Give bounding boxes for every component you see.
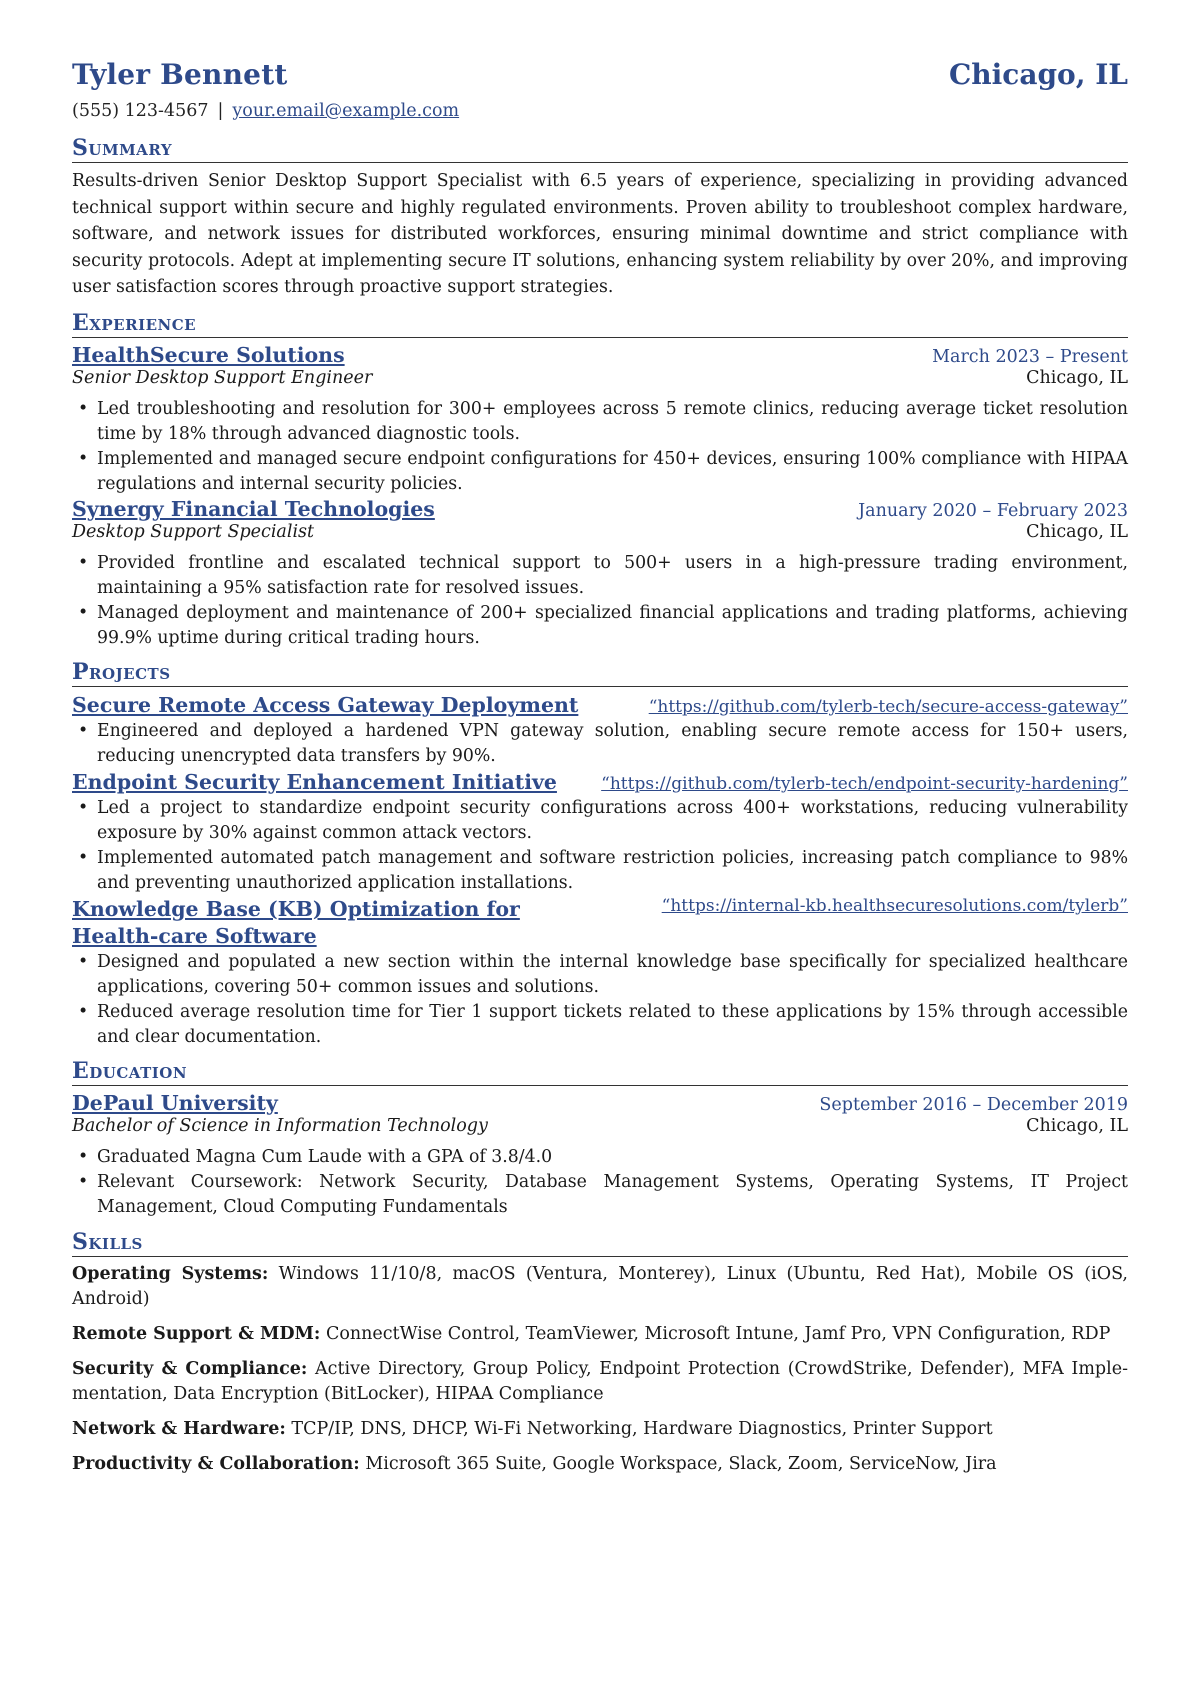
skill-label: Security & Compliance: (72, 1358, 308, 1379)
skill-row (72, 1322, 1128, 1347)
experience-entry (72, 343, 1128, 497)
resume-page (72, 58, 1128, 1477)
bullet-item: • Reduced average resolution time for Tier 1 support tickets related to these applications by 15% through accessible and clear documentation. (72, 1000, 1128, 1050)
employment-dates: March 2023 – Present (932, 346, 1128, 367)
resume-header (72, 58, 1128, 91)
project-entry (72, 896, 1128, 1050)
bullet-item: • Engineered and deployed a hardened VPN gateway solution, enabling secure remote access for 150+ users, reducing unencrypted data transfers by 90%. (72, 719, 1128, 769)
skill-row (72, 1262, 1128, 1312)
skill-row (72, 1357, 1128, 1407)
candidate-location: Chicago, IL (948, 58, 1128, 91)
bullet-item: • Graduated Magna Cum Laude with a GPA of 3.8/4.0 (72, 1145, 1128, 1170)
project-entry (72, 692, 1128, 769)
skill-value: ConnectWise Control, TeamViewer, Microsoft Intune, Jamf Pro, VPN Configuration, RDP (325, 1323, 1111, 1344)
summary-text: Results-driven Senior Desktop Support Specialist with 6.5 years of experience, specializing in providing advanced technical support within secure and highly regulated environments. Proven ability to troubleshoot complex hardware, software, and network issues for distributed workforces, ensuring minimal downtime and strict compliance with security protocols. Adept at implementing secure IT solutions, enhancing system reliability by over 20%, and improving user satisfaction scores through proactive support strategies. (72, 171, 1128, 298)
job-location: Chicago, IL (1026, 521, 1128, 542)
summary-heading: Summary (72, 135, 1128, 163)
skill-label: Network & Hardware: (72, 1418, 286, 1439)
school-location: Chicago, IL (1026, 1115, 1128, 1136)
skill-row (72, 1417, 1128, 1442)
bullet-list (72, 1145, 1128, 1220)
candidate-name: Tyler Bennett (72, 58, 288, 91)
bullet-item: • Relevant Coursework: Network Security, Database Management Systems, Operating Systems, IT Project Management, Cloud Computing Fundamentals (72, 1170, 1128, 1220)
bullet-item: • Managed deployment and maintenance of 200+ specialized financial applications and trading platforms, achieving 99.9% uptime during critical trading hours. (72, 601, 1128, 651)
bullet-list (72, 950, 1128, 1050)
bullet-item: • Implemented and managed secure endpoint configurations for 450+ devices, ensuring 100% compliance with HIPAA regulations and internal security policies. (72, 447, 1128, 497)
employer-link[interactable]: HealthSecure Solutions (72, 342, 345, 367)
skill-value: Active Directory, Group Policy, Endpoint Protection (CrowdStrike, Defender), MFA Imple-mentation, Data Encryption (BitLocker), HIPAA Compliance (72, 1358, 1129, 1404)
skills-heading: Skills (72, 1229, 1128, 1257)
project-title[interactable]: Secure Remote Access Gateway Deployment (72, 692, 579, 717)
bullet-list (72, 719, 1128, 769)
project-url-link[interactable]: “https://internal-kb.healthsecuresolutions.com/tylerb” (661, 895, 1128, 916)
project-title[interactable]: Knowledge Base (KB) Optimization for Health-care Software (72, 896, 520, 948)
project-url-link[interactable]: “https://github.com/tylerb-tech/endpoint-security-hardening” (601, 773, 1128, 794)
school-link[interactable]: DePaul University (72, 1090, 278, 1115)
skill-label: Remote Support & MDM: (72, 1323, 321, 1344)
bullet-list (72, 796, 1128, 896)
project-url-link[interactable]: “https://github.com/tylerb-tech/secure-access-gateway” (648, 696, 1128, 717)
skill-value: TCP/IP, DNS, DHCP, Wi-Fi Networking, Hardware Diagnostics, Printer Support (291, 1418, 993, 1439)
project-entry (72, 769, 1128, 896)
bullet-item: • Designed and populated a new section within the internal knowledge base specifically for specialized healthcare applications, covering 50+ common issues and solutions. (72, 950, 1128, 1000)
skill-value: Microsoft 365 Suite, Google Workspace, Slack, Zoom, ServiceNow, Jira (365, 1453, 997, 1474)
degree-title: Bachelor of Science in Information Technology (72, 1115, 488, 1136)
education-heading: Education (72, 1058, 1128, 1086)
bullet-list (72, 551, 1128, 651)
job-location: Chicago, IL (1026, 367, 1128, 388)
email-link[interactable]: your.email@example.com (232, 101, 460, 121)
skill-label: Productivity & Collaboration: (72, 1453, 360, 1474)
bullet-item: • Provided frontline and escalated technical support to 500+ users in a high-pressure trading environment, maintaining a 95% satisfaction rate for resolved issues. (72, 551, 1128, 601)
bullet-item: • Implemented automated patch management and software restriction policies, increasing patch compliance to 98% and preventing unauthorized application installations. (72, 846, 1128, 896)
skill-value: Windows 11/10/8, macOS (Ventura, Monterey), Linux (Ubuntu, Red Hat), Mobile OS (iOS, Android) (72, 1263, 1128, 1309)
bullet-item: • Led troubleshooting and resolution for 300+ employees across 5 remote clinics, reducing average ticket resolution time by 18% through advanced diagnostic tools. (72, 397, 1128, 447)
employment-dates: January 2020 – February 2023 (858, 500, 1128, 521)
education-entry (72, 1091, 1128, 1220)
contact-line (72, 101, 1128, 121)
job-title: Desktop Support Specialist (72, 521, 315, 542)
contact-separator: | (217, 101, 224, 121)
skill-label: Operating Systems: (72, 1263, 269, 1284)
experience-heading: Experience (72, 310, 1128, 338)
job-title: Senior Desktop Support Engineer (72, 367, 373, 388)
projects-heading: Projects (72, 659, 1128, 687)
project-title[interactable]: Endpoint Security Enhancement Initiative (72, 769, 557, 794)
employer-link[interactable]: Synergy Financial Technologies (72, 496, 435, 521)
bullet-list (72, 397, 1128, 497)
skill-row (72, 1452, 1128, 1477)
phone-number: (555) 123-4567 (72, 101, 209, 121)
education-dates: September 2016 – December 2019 (819, 1094, 1128, 1115)
bullet-item: • Led a project to standardize endpoint security configurations across 400+ workstations, reducing vulnerability exposure by 30% against common attack vectors. (72, 796, 1128, 846)
experience-entry (72, 497, 1128, 651)
